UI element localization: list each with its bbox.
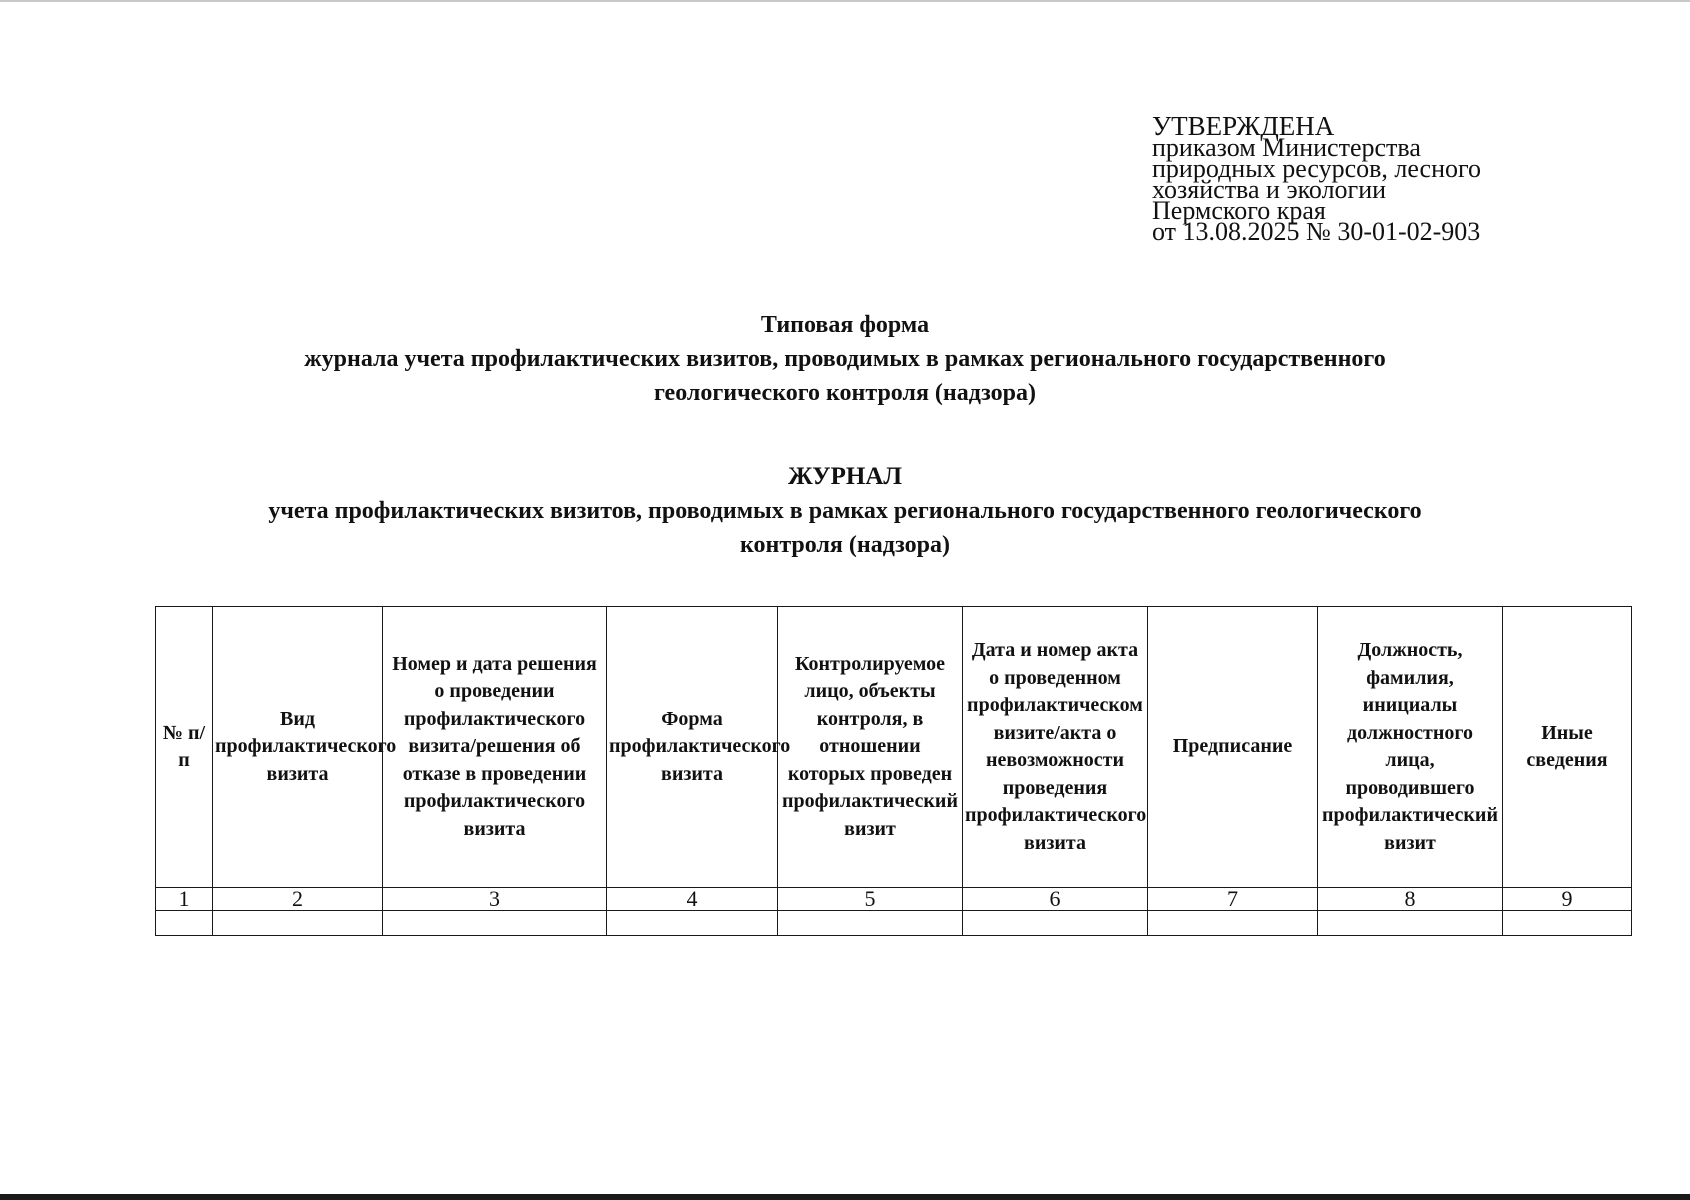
approval-stamp — [1152, 111, 1572, 246]
table-header-row — [156, 607, 1632, 888]
column-number: 9 — [1503, 888, 1632, 911]
column-number: 2 — [213, 888, 383, 911]
journal-heading-line: контроля (надзора) — [740, 532, 950, 558]
approval-line: от 13.08.2025 № 30-01-02-903 — [1152, 217, 1481, 246]
header-cell-other: Иные сведения — [1503, 607, 1632, 888]
scan-edge-top — [0, 0, 1690, 2]
form-heading-line: геологического контроля (надзора) — [653, 380, 1037, 406]
approval-title: УТВЕРЖДЕНА — [1152, 111, 1335, 141]
empty-cell — [1318, 911, 1503, 936]
form-heading — [0, 308, 1690, 410]
approval-line: природных ресурсов, лесного — [1152, 154, 1482, 183]
form-heading-title: Типовая форма — [760, 312, 930, 338]
column-number: 8 — [1318, 888, 1503, 911]
journal-heading-line: учета профилактических визитов, проводимых в рамках регионального государственного геологического — [268, 498, 1422, 524]
header-cell-act: Дата и номер акта о проведенном профилактическом визите/акта о невозможности проведения профилактического визита — [963, 607, 1148, 888]
column-number: 1 — [156, 888, 213, 911]
journal-heading — [0, 460, 1690, 562]
column-number: 7 — [1148, 888, 1318, 911]
empty-cell — [213, 911, 383, 936]
approval-line: хозяйства и экологии — [1152, 175, 1387, 204]
header-cell-official: Должность, фамилия, инициалы должностного лица, проводившего профилактический визит — [1318, 607, 1503, 888]
empty-table-row — [156, 911, 1632, 936]
scan-edge-bottom — [0, 1194, 1690, 1200]
header-cell-controlled-entity: Контролируемое лицо, объекты контроля, в отношении которых проведен профилактический визит — [778, 607, 963, 888]
journal-table — [155, 606, 1632, 936]
header-cell-number: № п/п — [156, 607, 213, 888]
empty-cell — [607, 911, 778, 936]
empty-cell — [778, 911, 963, 936]
header-cell-visit-form: Форма профилактического визита — [607, 607, 778, 888]
empty-cell — [156, 911, 213, 936]
column-number: 5 — [778, 888, 963, 911]
empty-cell — [383, 911, 607, 936]
header-cell-order: Предписание — [1148, 607, 1318, 888]
header-cell-visit-type: Вид профилактического визита — [213, 607, 383, 888]
column-number: 4 — [607, 888, 778, 911]
column-number: 3 — [383, 888, 607, 911]
empty-cell — [1503, 911, 1632, 936]
approval-line: Пермского края — [1152, 196, 1326, 225]
empty-cell — [1148, 911, 1318, 936]
header-cell-decision: Номер и дата решения о проведении профилактического визита/решения об отказе в проведении профилактического визита — [383, 607, 607, 888]
journal-heading-title: ЖУРНАЛ — [787, 463, 903, 490]
empty-cell — [963, 911, 1148, 936]
column-number: 6 — [963, 888, 1148, 911]
form-heading-line: журнала учета профилактических визитов, проводимых в рамках регионального государственного — [304, 346, 1386, 372]
approval-line: приказом Министерства — [1152, 133, 1421, 162]
column-number-row — [156, 888, 1632, 911]
